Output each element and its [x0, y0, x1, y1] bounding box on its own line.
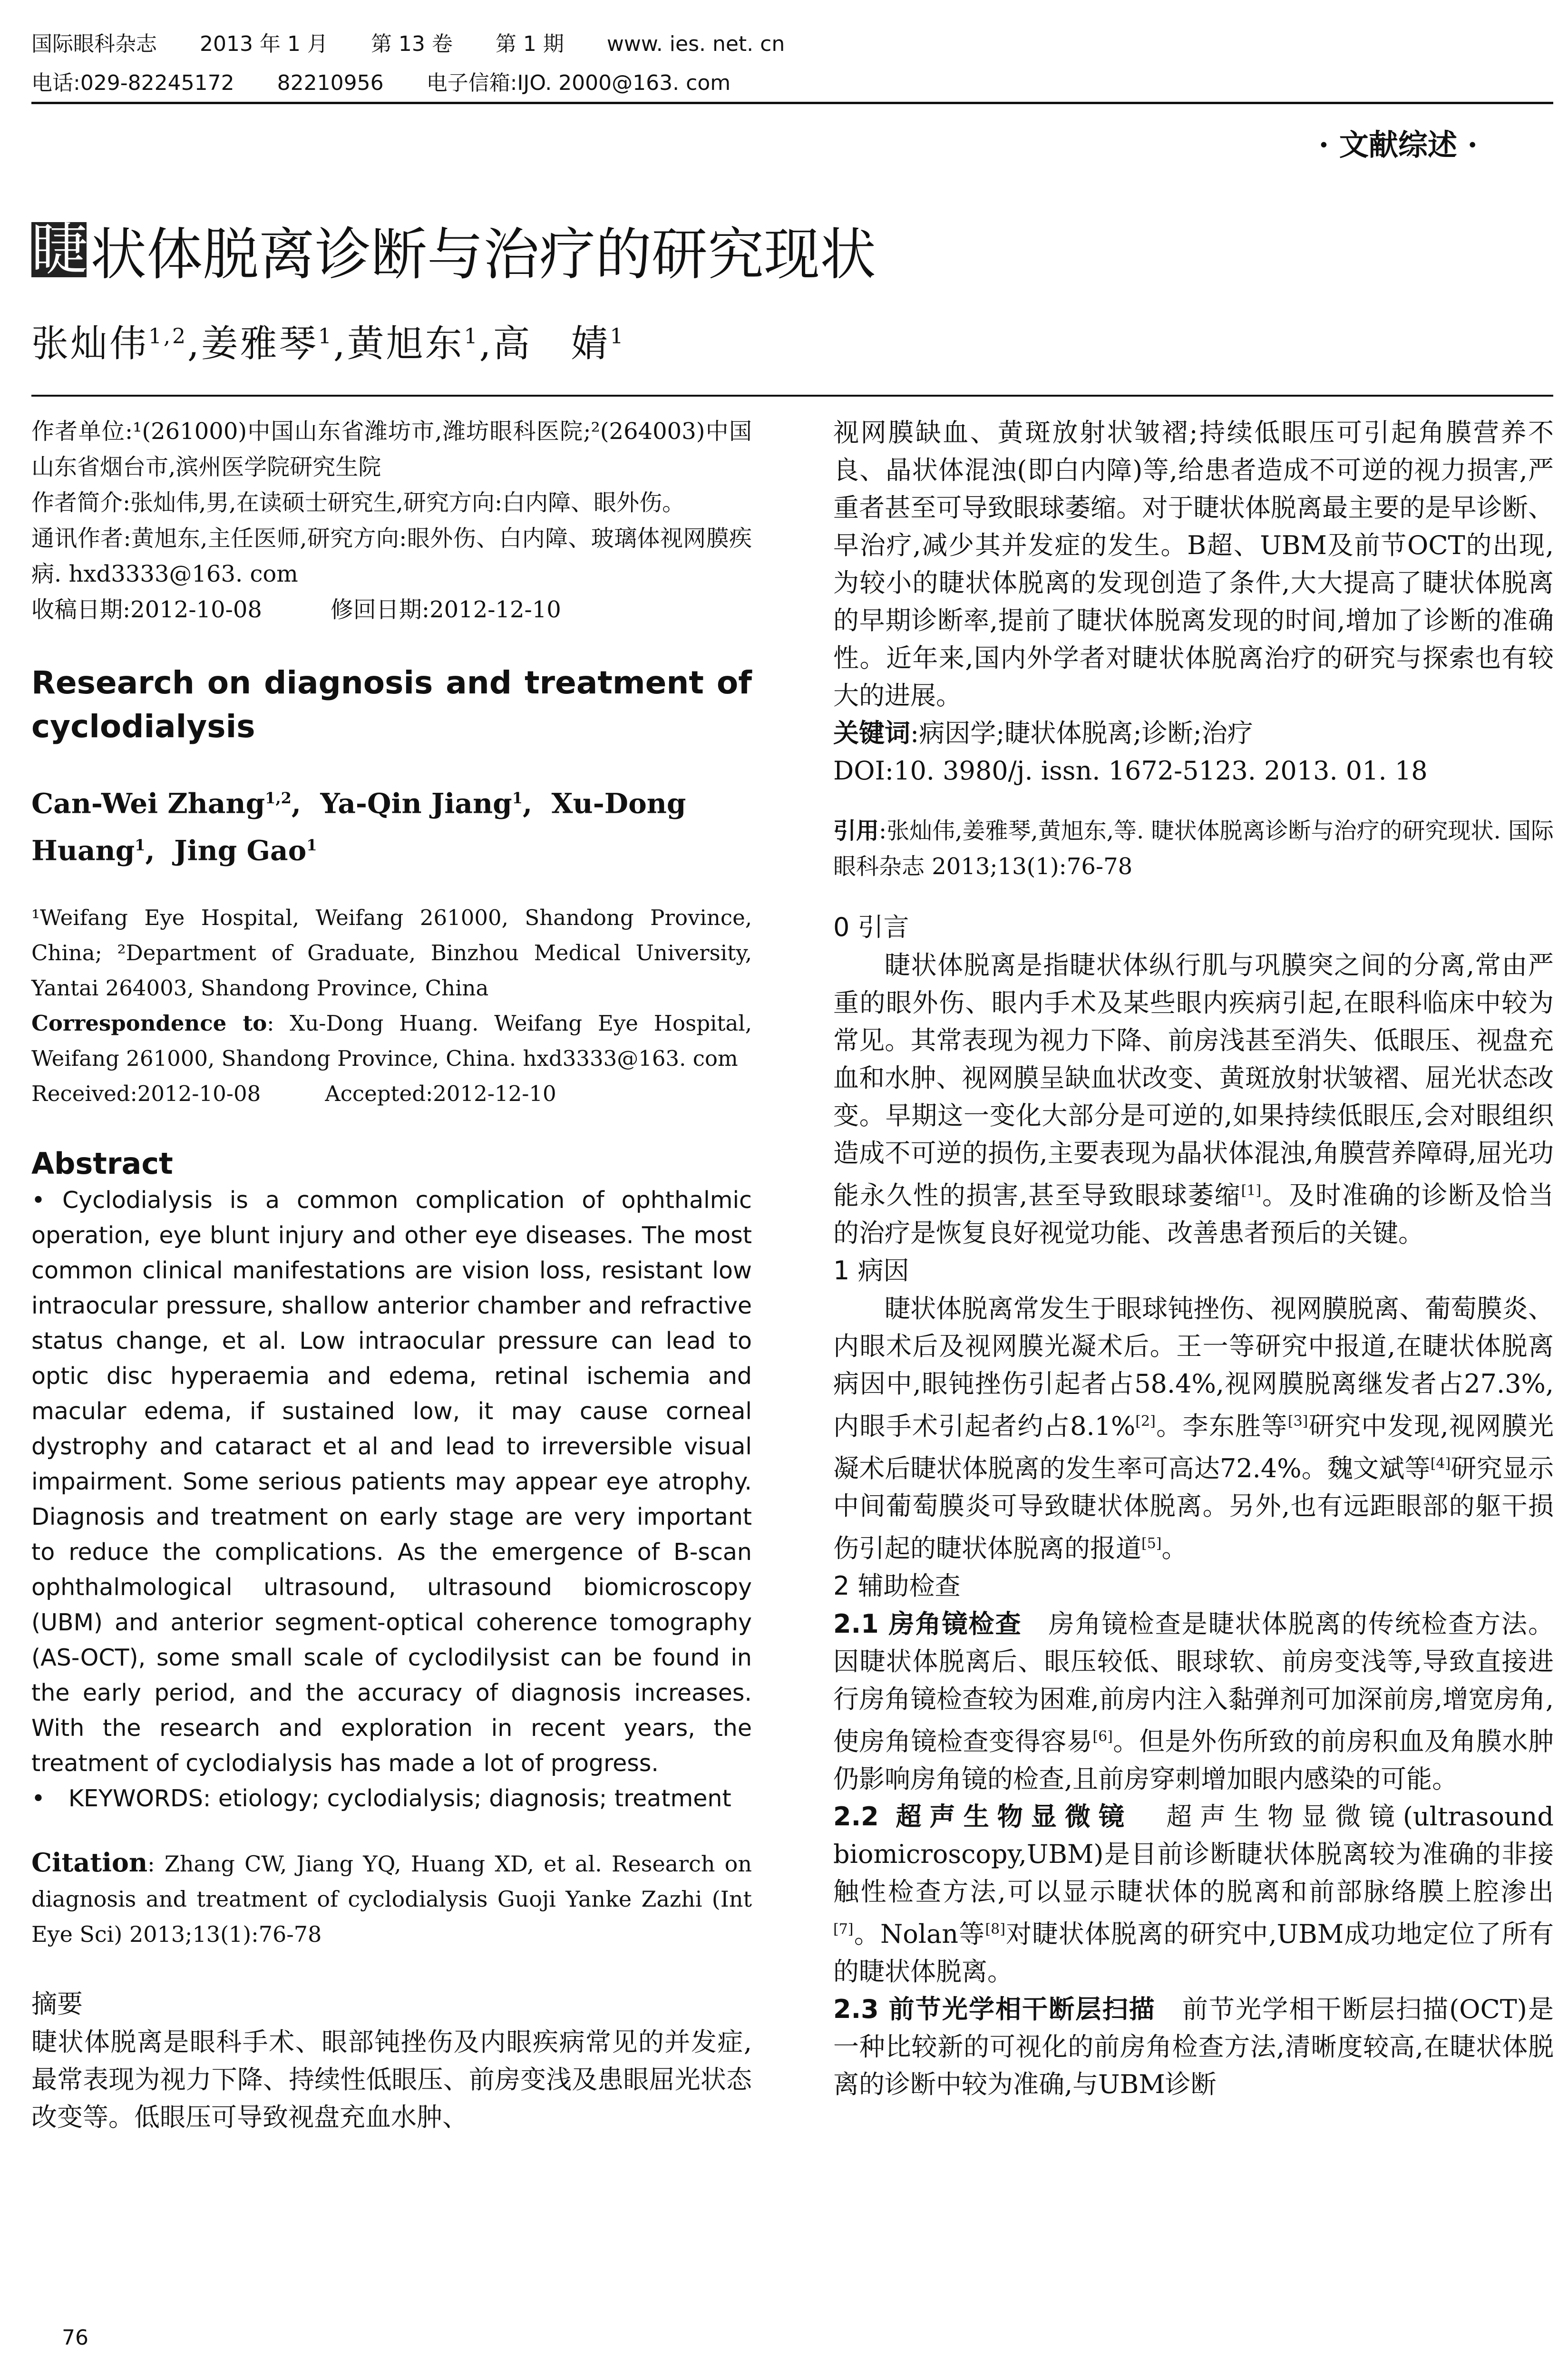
english-affiliation: ¹Weifang Eye Hospital, Weifang 261000, Shandong Province, China; ²Department of Graduate, Binzhou Medical University, Yantai 264003, Shandong Province, China — [31, 905, 752, 1001]
journal-header-line1 — [31, 27, 828, 57]
author-sup: 1 — [610, 324, 625, 349]
english-author: Xu-Dong Huang — [31, 787, 686, 867]
header-rule — [31, 102, 1553, 104]
keywords-label: 关键词 — [833, 718, 910, 748]
ref-2: [2] — [1135, 1413, 1156, 1430]
chinese-citation — [833, 813, 1554, 885]
section-2-heading: 2 辅助检查 — [833, 1571, 961, 1601]
chinese-abstract-continued: 视网膜缺血、黄斑放射状皱褶;持续低眼压可引起角膜营养不良、晶状体混浊(即白内障)等,给患者造成不可逆的视力损害,严重者甚至可导致眼球萎缩。对于睫状体脱离最主要的是早诊断、早治疗,减少其并发症的发生。B超、UBM及前节OCT的出现,为较小的睫状体脱离的发现创造了条件,大大提高了睫状体脱离的早期诊断率,提前了睫状体脱离发现的时间,增加了诊断的准确性。近年来,国内外学者对睫状体脱离治疗的研究与探索也有较大的进展。 — [833, 418, 1554, 711]
text-run: 超声生物显微镜(ultrasound biomicroscopy,UBM)是目前诊断睫状体脱离较为准确的非接触性检查方法,可以显示睫状体的脱离和前部脉络膜上腔渗出 — [833, 1802, 1554, 1907]
english-author-sup: 1,2 — [265, 789, 292, 807]
affiliation-block — [31, 414, 752, 628]
subsection-2-1-heading: 2.1 房角镜检查 — [833, 1609, 1022, 1639]
received-dates: Received:2012-10-08 Accepted:2012-12-10 — [31, 1081, 556, 1106]
chinese-keywords — [833, 714, 1554, 752]
section-0-paragraph — [833, 946, 1554, 1252]
author-sup: 1 — [464, 324, 479, 349]
keywords-text: :病因学;睫状体脱离;诊断;治疗 — [910, 718, 1253, 748]
text-run: 研究显示中间葡萄膜炎可导致睫状体脱离。另外,也有远距眼部的躯干损伤引起的睫状体脱离的报道 — [833, 1453, 1554, 1563]
text-run: 对睫状体脱离的研究中,UBM成功地定位了所有的睫状体脱离。 — [833, 1919, 1554, 1987]
citation-cn-label: 引用 — [833, 818, 879, 844]
text-run: 睫状体脱离常发生于眼球钝挫伤、视网膜脱离、葡萄膜炎、内眼术后及视网膜光凝术后。王一等研究中报道,在睫状体脱离病因中,眼钝挫伤引起者占58.4%,视网膜脱离继发者占27.3%,内眼手术引起者约占8.1% — [833, 1294, 1554, 1441]
chinese-abstract-heading: 摘要 — [31, 1988, 83, 2019]
article-title — [31, 209, 876, 290]
english-keywords: • KEYWORDS: etiology; cyclodialysis; diagnosis; treatment — [31, 1784, 731, 1812]
ref-5: [5] — [1141, 1535, 1162, 1552]
author-bio: 作者简介:张灿伟,男,在读硕士研究生,研究方向:白内障、眼外伤。 — [31, 489, 685, 516]
journal-name: 国际眼科杂志 — [31, 32, 157, 56]
ref-6: [6] — [1092, 1728, 1113, 1745]
text-run: 研究中发现,视网膜光凝术后睫状体脱离的发生率可高达72.4%。魏文斌等 — [833, 1411, 1554, 1483]
corresponding-author: 通讯作者:黄旭东,主任医师,研究方向:眼外伤、白内障、玻璃体视网膜疾病. hxd3333@163. com — [31, 525, 752, 587]
journal-website: www. ies. net. cn — [606, 32, 785, 56]
english-citation — [31, 1845, 752, 1952]
abstract-text: • Cyclodialysis is a common complication of ophthalmic operation, eye blunt injury and other eye diseases. The most common clinical manifestations are vision loss, resistant low intraocular pressure, shallow anterior chamber and refractive status change, et al. Low intraocular pressure can lead to optic disc hyperaemia and edema, retinal ischemia and macular edema, if sustained low, it may cause corneal dystrophy and cataract et al and lead to irreversible visual impairment. Some serious patients may appear eye atrophy. Diagnosis and treatment on early stage are very important to reduce the complications. As the emergence of B-scan ophthalmological ultrasound, ultrasound biomicroscopy (UBM) and anterior segment-optical coherence tomography (AS-OCT), some small scale of cyclodilysist can be found in the early period, and the accuracy of diagnosis increases. With the research and exploration in recent years, the treatment of cyclodialysis has made a lot of progress. — [31, 1186, 752, 1777]
journal-phone: 电话:029-82245172 — [31, 71, 234, 95]
author-sup: 1 — [318, 324, 333, 349]
text-run: 。 — [1161, 1533, 1188, 1563]
english-authors: Can-Wei Zhang$^{1,2}$, Ya-Qin Jiang$^1$, Xu-Dong Huang$^1$, Jing Gao$^1$ — [31, 787, 686, 867]
section-2-2-paragraph — [833, 1798, 1554, 1990]
journal-phone2: 82210956 — [277, 71, 384, 95]
subsection-2-3-heading: 2.3 前节光学相干断层扫描 — [833, 1994, 1156, 2024]
section-0-heading: 0 引言 — [833, 912, 909, 942]
section-1-paragraph — [833, 1290, 1554, 1567]
english-affiliation-block — [31, 900, 752, 1111]
text-run: 。李东胜等 — [1155, 1411, 1288, 1441]
ref-8: [8] — [985, 1921, 1005, 1938]
correspondence — [31, 1006, 752, 1076]
text-run: 睫状体脱离是指睫状体纵行肌与巩膜突之间的分离,常由严重的眼外伤、眼内手术及某些眼内疾病引起,在眼科临床中较为常见。其常表现为视力下降、前房浅甚至消失、低眼压、视盘充血和水肿、视网膜呈缺血状改变、黄斑放射状皱褶、屈光状态改变。早期这一变化大部分是可逆的,如果持续低眼压,会对眼组织造成不可逆的损伤,主要表现为晶状体混浊,角膜营养障碍,屈光功能永久性的损害,甚至导致眼球萎缩 — [833, 950, 1554, 1210]
title-drop-cap: 睫 — [31, 217, 88, 283]
author-name: 黄旭东 — [347, 322, 464, 365]
english-author: Can-Wei Zhang — [31, 787, 265, 820]
text-run: 前节光学相干断层扫描(OCT)是一种比较新的可视化的前房角检查方法,清晰度较高,在睫状体脱离的诊断中较为准确,与UBM诊断 — [833, 1994, 1554, 2099]
title-rule — [31, 395, 1553, 397]
text-run: 房角镜检查是睫状体脱离的传统检查方法。因睫状体脱离后、眼压较低、眼球软、前房变浅等,导致直接进行房角镜检查较为困难,前房内注入黏弹剂可加深前房,增宽房角,使房角镜检查变得容易 — [833, 1609, 1554, 1756]
ref-3: [3] — [1287, 1413, 1308, 1430]
english-author-sup: 1 — [306, 836, 317, 855]
citation-label: Citation — [31, 1847, 148, 1878]
section-1-heading: 1 病因 — [833, 1256, 909, 1286]
section-2-3-paragraph — [833, 1990, 1554, 2103]
doi: DOI:10. 3980/j. issn. 1672-5123. 2013. 01. 18 — [833, 756, 1428, 786]
ref-1: [1] — [1241, 1182, 1262, 1199]
ref-4: [4] — [1430, 1455, 1451, 1472]
text-run: 。及时准确的诊断及恰当的治疗是恢复良好视觉功能、改善患者预后的关键。 — [833, 1180, 1554, 1248]
journal-issue: 第 1 期 — [495, 32, 564, 56]
affiliation-line: 作者单位:¹(261000)中国山东省潍坊市,潍坊眼科医院;²(264003)中国山东省烟台市,滨州医学院研究生院 — [31, 418, 752, 480]
english-author: Ya-Qin Jiang — [320, 787, 512, 820]
text-run: 。Nolan等 — [853, 1919, 985, 1949]
text-run: 。但是外伤所致的前房积血及角膜水肿仍影响房角镜的检查,且前房穿刺增加眼内感染的可能。 — [833, 1726, 1554, 1794]
journal-header-line2 — [31, 66, 773, 96]
author-sup: 1,2 — [148, 324, 187, 349]
ref-7: [7] — [833, 1921, 854, 1938]
english-author: Jing Gao — [174, 834, 307, 867]
author-name: 张灿伟 — [31, 322, 149, 365]
subsection-2-2-heading: 2.2 超声生物显微镜 — [833, 1802, 1133, 1831]
author-name: 高 婧 — [493, 322, 610, 365]
page-number: 76 — [62, 2326, 88, 2350]
citation-text: : Zhang CW, Jiang YQ, Huang XD, et al. Research on diagnosis and treatment of cyclodialysis Guoji Yanke Zazhi (Int Eye Sci) 2013;13(1):76-78 — [31, 1851, 752, 1947]
author-list: 张灿伟$^{1,2}$,姜雅琴$^1$,黄旭东$^1$,高 婧$^1$ — [31, 322, 625, 365]
chinese-abstract-text: 睫状体脱离是眼科手术、眼部钝挫伤及内眼疾病常见的并发症,最常表现为视力下降、持续性低眼压、前房变浅及患眼屈光状态改变等。低眼压可导致视盘充血水肿、 — [31, 2026, 752, 2132]
dates-line: 收稿日期:2012-10-08 修回日期:2012-12-10 — [31, 596, 561, 623]
section-label: · 文献综述 · — [1318, 127, 1478, 162]
title-rest: 状体脱离诊断与治疗的研究现状 — [90, 222, 877, 287]
journal-date: 2013 年 1 月 — [200, 32, 328, 56]
abstract-heading: Abstract — [31, 1146, 173, 1181]
author-name: 姜雅琴 — [201, 322, 318, 365]
english-author-sup: 1 — [135, 836, 146, 855]
section-2-1-paragraph — [833, 1605, 1554, 1798]
right-column — [833, 414, 1554, 2103]
journal-email: 电子信箱:IJO. 2000@163. com — [426, 71, 731, 95]
left-column — [31, 414, 752, 2136]
citation-cn-text: :张灿伟,姜雅琴,黄旭东,等. 睫状体脱离诊断与治疗的研究现状. 国际眼科杂志 2013;13(1):76-78 — [833, 818, 1554, 880]
english-title: Research on diagnosis and treatment of cyclodialysis — [31, 664, 752, 745]
correspondence-text: : Xu-Dong Huang. Weifang Eye Hospital, Weifang 261000, Shandong Province, China. hxd3333@163. com — [31, 1010, 752, 1071]
correspondence-label: Correspondence to — [31, 1010, 267, 1036]
abstract-body — [31, 1183, 752, 1816]
english-author-sup: 1 — [512, 789, 523, 807]
journal-volume: 第 13 卷 — [370, 32, 453, 56]
